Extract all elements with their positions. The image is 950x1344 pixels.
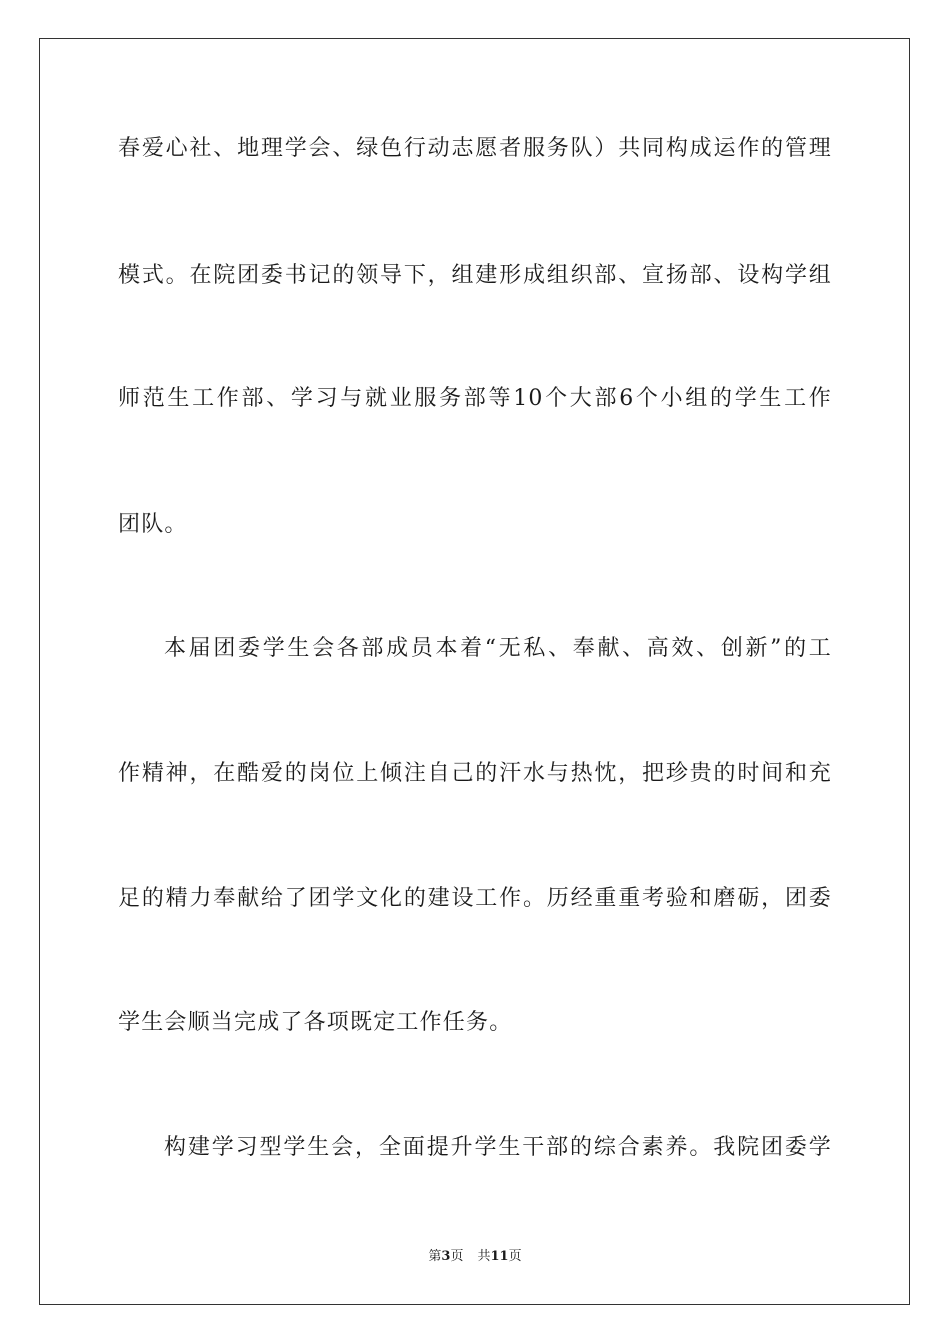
body-line-8: 学生会顺当完成了各项既定工作任务。: [118, 1010, 513, 1035]
body-line-7: 足的精力奉献给了团学文化的建设工作。历经重重考验和磨砺，团委: [118, 886, 832, 911]
page-footer: [0, 1248, 950, 1266]
body-line-1: 春爱心社、地理学会、绿色行动志愿者服务队）共同构成运作的管理: [118, 136, 832, 161]
body-line-6: 作精神，在酷爱的岗位上倾注自己的汗水与热忱，把珍贵的时间和充: [118, 761, 832, 786]
footer-total-prefix: 共: [477, 1249, 491, 1264]
body-line-2: 模式。在院团委书记的领导下，组建形成组织部、宣扬部、设构学组: [118, 263, 832, 288]
page-border: [39, 38, 910, 1305]
footer-page-current: 3: [441, 1249, 451, 1264]
footer-page-suffix: 页: [450, 1249, 464, 1264]
body-line-9: 构建学习型学生会，全面提升学生干部的综合素养。我院团委学: [164, 1135, 832, 1160]
body-line-5: 本届团委学生会各部成员本着“无私、奉献、高效、创新”的工: [164, 636, 832, 661]
body-line-3: 师范生工作部、学习与就业服务部等10个大部6个小组的学生工作: [118, 386, 832, 411]
body-line-4: 团队。: [118, 512, 188, 537]
footer-total-suffix: 页: [508, 1249, 522, 1264]
footer-page-total: 11: [490, 1249, 509, 1264]
footer-page-prefix: 第: [428, 1249, 442, 1264]
